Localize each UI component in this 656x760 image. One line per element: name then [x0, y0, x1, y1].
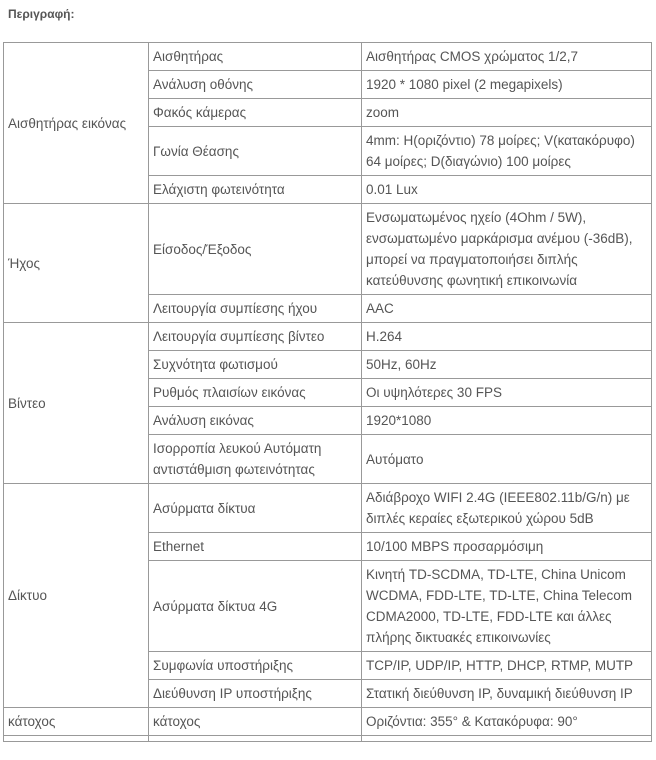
- spec-value: TCP/IP, UDP/IP, HTTP, DHCP, RTMP, MUTP: [362, 652, 652, 680]
- spec-value: 50Hz, 60Hz: [362, 351, 652, 379]
- spec-key: Αισθητήρας: [149, 43, 362, 71]
- spec-key: Λειτουργία συμπίεσης ήχου: [149, 295, 362, 323]
- spec-key: Ανάλυση εικόνας: [149, 407, 362, 435]
- spec-value: AAC: [362, 295, 652, 323]
- spec-cell-empty: [4, 736, 149, 742]
- spec-key: Συχνότητα φωτισμού: [149, 351, 362, 379]
- spec-key: Ανάλυση οθόνης: [149, 71, 362, 99]
- spec-group-label: Αισθητήρας εικόνας: [4, 43, 149, 204]
- spec-key: Ρυθμός πλαισίων εικόνας: [149, 379, 362, 407]
- spec-key: Γωνία Θέασης: [149, 127, 362, 176]
- spec-value: Στατική διεύθυνση IP, δυναμική διεύθυνση IP: [362, 680, 652, 708]
- spec-row: [4, 43, 652, 71]
- spec-group-label: Ήχος: [4, 204, 149, 323]
- spec-value: 1920 * 1080 pixel (2 megapixels): [362, 71, 652, 99]
- spec-row-cut: [4, 736, 652, 742]
- spec-key: Διεύθυνση IP υποστήριξης: [149, 680, 362, 708]
- spec-value: Αυτόματο: [362, 435, 652, 484]
- spec-key: Ethernet: [149, 533, 362, 561]
- spec-key: Ασύρματα δίκτυα: [149, 484, 362, 533]
- spec-value: 10/100 MBPS προσαρμόσιμη: [362, 533, 652, 561]
- spec-table: [3, 42, 652, 742]
- spec-key: Ασύρματα δίκτυα 4G: [149, 561, 362, 652]
- spec-value: Αδιάβροχο WIFI 2.4G (IEEE802.11b/G/n) με διπλές κεραίες εξωτερικού χώρου 5dB: [362, 484, 652, 533]
- description-heading: Περιγραφή:: [8, 7, 75, 21]
- spec-row: [4, 708, 652, 736]
- spec-row: [4, 323, 652, 351]
- spec-key: κάτοχος: [149, 708, 362, 736]
- spec-table-body: [4, 43, 652, 742]
- spec-value: Οι υψηλότερες 30 FPS: [362, 379, 652, 407]
- spec-group-label: Βίντεο: [4, 323, 149, 484]
- spec-value: Αισθητήρας CMOS χρώματος 1/2,7: [362, 43, 652, 71]
- spec-value: Κινητή TD-SCDMA, TD-LTE, China Unicom WCDMA, FDD-LTE, TD-LTE, China Telecom CDMA2000, TD-LTE, FDD-LTE και άλλες πλήρης δικτυακές επικοινωνίες: [362, 561, 652, 652]
- spec-key: Ισορροπία λευκού Αυτόματη αντιστάθμιση φωτεινότητας: [149, 435, 362, 484]
- spec-value: zoom: [362, 99, 652, 127]
- spec-key: Είσοδος/Έξοδος: [149, 204, 362, 295]
- spec-cell-empty: [149, 736, 362, 742]
- spec-key: Συμφωνία υποστήριξης: [149, 652, 362, 680]
- spec-value: Ενσωματωμένος ηχείο (4Ohm / 5W), ενσωματωμένο μαρκάρισμα ανέμου (-36dB), μπορεί να πραγματοποιήσει διπλής κατεύθυνσης φωνητική επικοινωνία: [362, 204, 652, 295]
- spec-group-label: κάτοχος: [4, 708, 149, 736]
- spec-value: 0.01 Lux: [362, 176, 652, 204]
- spec-value: 1920*1080: [362, 407, 652, 435]
- spec-key: Φακός κάμερας: [149, 99, 362, 127]
- spec-row: [4, 484, 652, 533]
- spec-key: Ελάχιστη φωτεινότητα: [149, 176, 362, 204]
- spec-row: [4, 204, 652, 295]
- spec-key: Λειτουργία συμπίεσης βίντεο: [149, 323, 362, 351]
- spec-value: 4mm: H(οριζόντιο) 78 μοίρες; V(κατακόρυφο) 64 μοίρες; D(διαγώνιο) 100 μοίρες: [362, 127, 652, 176]
- spec-cell-empty: [362, 736, 652, 742]
- spec-group-label: Δίκτυο: [4, 484, 149, 708]
- spec-value: H.264: [362, 323, 652, 351]
- spec-value: Οριζόντια: 355° & Κατακόρυφα: 90°: [362, 708, 652, 736]
